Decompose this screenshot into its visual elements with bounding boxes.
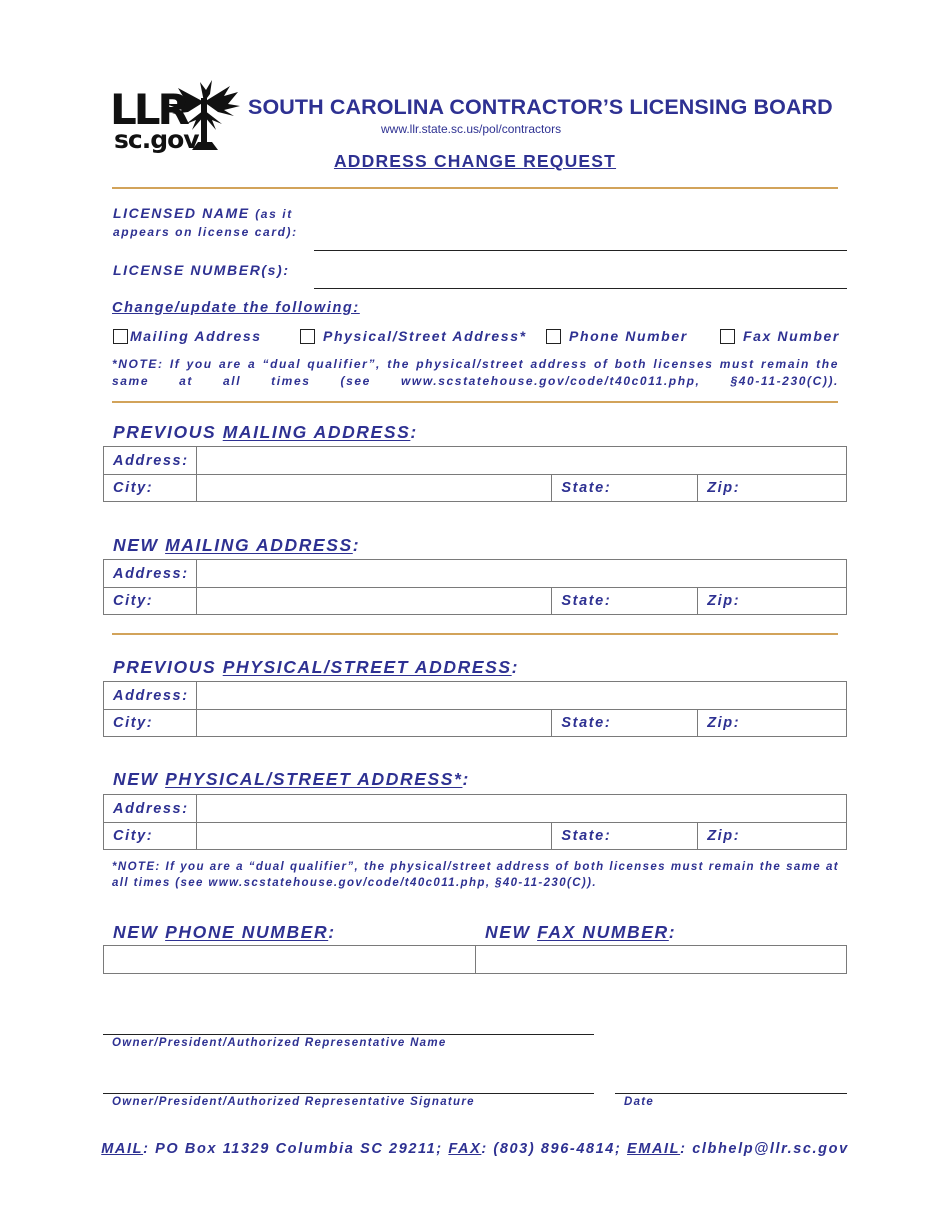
new-physical-zip-input[interactable]: Zip:: [707, 828, 741, 844]
contact-footer: MAIL: PO Box 11329 Columbia SC 29211; FAX: (803) 896-4814; EMAIL: clbhelp@llr.sc.gov: [101, 1141, 849, 1157]
new-mailing-table: [103, 559, 847, 615]
prev-mailing-table: [103, 446, 847, 502]
prev-physical-address-input[interactable]: [197, 682, 846, 709]
checkbox-box[interactable]: [300, 329, 315, 344]
new-mailing-state-input[interactable]: State:: [552, 588, 698, 614]
representative-signature-label: Owner/President/Authorized Representative Signature: [112, 1096, 475, 1108]
new-phone-input[interactable]: [104, 946, 475, 973]
address-label: Address:: [104, 447, 197, 474]
checkbox-fax-number[interactable]: Fax Number: [720, 328, 840, 344]
new-fax-input[interactable]: [475, 946, 846, 973]
new-physical-table: [103, 794, 847, 850]
new-mailing-heading: NEW MAILING ADDRESS:: [113, 535, 361, 555]
org-url[interactable]: www.llr.state.sc.us/pol/contractors: [381, 122, 562, 136]
new-fax-heading: NEW FAX NUMBER:: [485, 922, 677, 942]
licensed-name-field[interactable]: [314, 250, 847, 251]
prev-mailing-address-input[interactable]: [197, 447, 846, 474]
city-label: City:: [104, 475, 197, 501]
prev-mailing-zip-input[interactable]: Zip:: [707, 480, 741, 496]
checkbox-phone-number[interactable]: Phone Number: [546, 328, 688, 344]
representative-signature-line[interactable]: [103, 1093, 594, 1094]
representative-name-line[interactable]: [103, 1034, 594, 1035]
prev-mailing-state-input[interactable]: State:: [552, 475, 698, 501]
checkbox-box[interactable]: [720, 329, 735, 344]
checkbox-mailing-address[interactable]: Mailing Address: [113, 328, 262, 344]
licensed-name-label-sub: appears on license card):: [113, 225, 298, 239]
checkbox-box[interactable]: [546, 329, 561, 344]
city-label: City:: [104, 588, 197, 614]
address-label: Address:: [104, 795, 197, 822]
change-heading: Change/update the following:: [112, 300, 360, 316]
mail-label: MAIL: [101, 1141, 144, 1157]
license-number-label: LICENSE NUMBER(s):: [113, 262, 290, 278]
dual-qualifier-note: *NOTE: If you are a “dual qualifier”, the physical/street address of both licenses must remain the same at all times (see www.scstatehouse.gov/code/t40c011.php, §40-11-230(C)).: [112, 357, 839, 388]
address-label: Address:: [104, 682, 197, 709]
checkbox-physical-address[interactable]: Physical/Street Address*: [300, 328, 527, 344]
representative-name-label: Owner/President/Authorized Representative Name: [112, 1037, 447, 1049]
licensed-name-label: LICENSED NAME (as it: [113, 205, 293, 221]
phone-fax-table: [103, 945, 847, 974]
svg-text:sc.gov: sc.gov: [114, 125, 199, 154]
email-label: EMAIL: [627, 1141, 681, 1157]
prev-physical-heading: PREVIOUS PHYSICAL/STREET ADDRESS:: [113, 657, 520, 677]
org-title: SOUTH CAROLINA CONTRACTOR’S LICENSING BOARD: [248, 95, 833, 119]
prev-mailing-city-input[interactable]: [197, 475, 553, 501]
checkbox-box[interactable]: [113, 329, 128, 344]
new-phone-heading: NEW PHONE NUMBER:: [113, 922, 336, 942]
new-physical-address-input[interactable]: [197, 795, 846, 822]
new-mailing-city-input[interactable]: [197, 588, 553, 614]
new-mailing-zip-input[interactable]: Zip:: [707, 593, 741, 609]
prev-physical-zip-input[interactable]: Zip:: [707, 715, 741, 731]
new-physical-state-input[interactable]: State:: [552, 823, 698, 849]
svg-text:LLR: LLR: [110, 85, 187, 134]
date-label: Date: [624, 1096, 655, 1108]
new-physical-city-input[interactable]: [197, 823, 553, 849]
divider: [112, 187, 838, 189]
city-label: City:: [104, 710, 197, 736]
prev-physical-state-input[interactable]: State:: [552, 710, 698, 736]
divider: [112, 633, 838, 635]
new-physical-heading: NEW PHYSICAL/STREET ADDRESS*:: [113, 769, 470, 789]
new-mailing-address-input[interactable]: [197, 560, 846, 587]
city-label: City:: [104, 823, 197, 849]
divider: [112, 401, 838, 403]
dual-qualifier-note-bottom: *NOTE: If you are a “dual qualifier”, the physical/street address of both licenses must remain the same at all times (see www.scstatehouse.gov/code/t40c011.php, §40-11-230(C)).: [112, 861, 839, 889]
palmetto-logo-icon: [108, 80, 240, 156]
prev-physical-city-input[interactable]: [197, 710, 553, 736]
form-title: ADDRESS CHANGE REQUEST: [333, 151, 617, 171]
email-address[interactable]: : clbhelp@llr.sc.gov: [680, 1141, 849, 1157]
prev-mailing-heading: PREVIOUS MAILING ADDRESS:: [113, 422, 418, 442]
date-line[interactable]: [615, 1093, 847, 1094]
prev-physical-table: [103, 681, 847, 737]
fax-label: FAX: [448, 1141, 482, 1157]
license-number-field[interactable]: [314, 288, 847, 289]
address-label: Address:: [104, 560, 197, 587]
llr-logo: [108, 80, 240, 156]
